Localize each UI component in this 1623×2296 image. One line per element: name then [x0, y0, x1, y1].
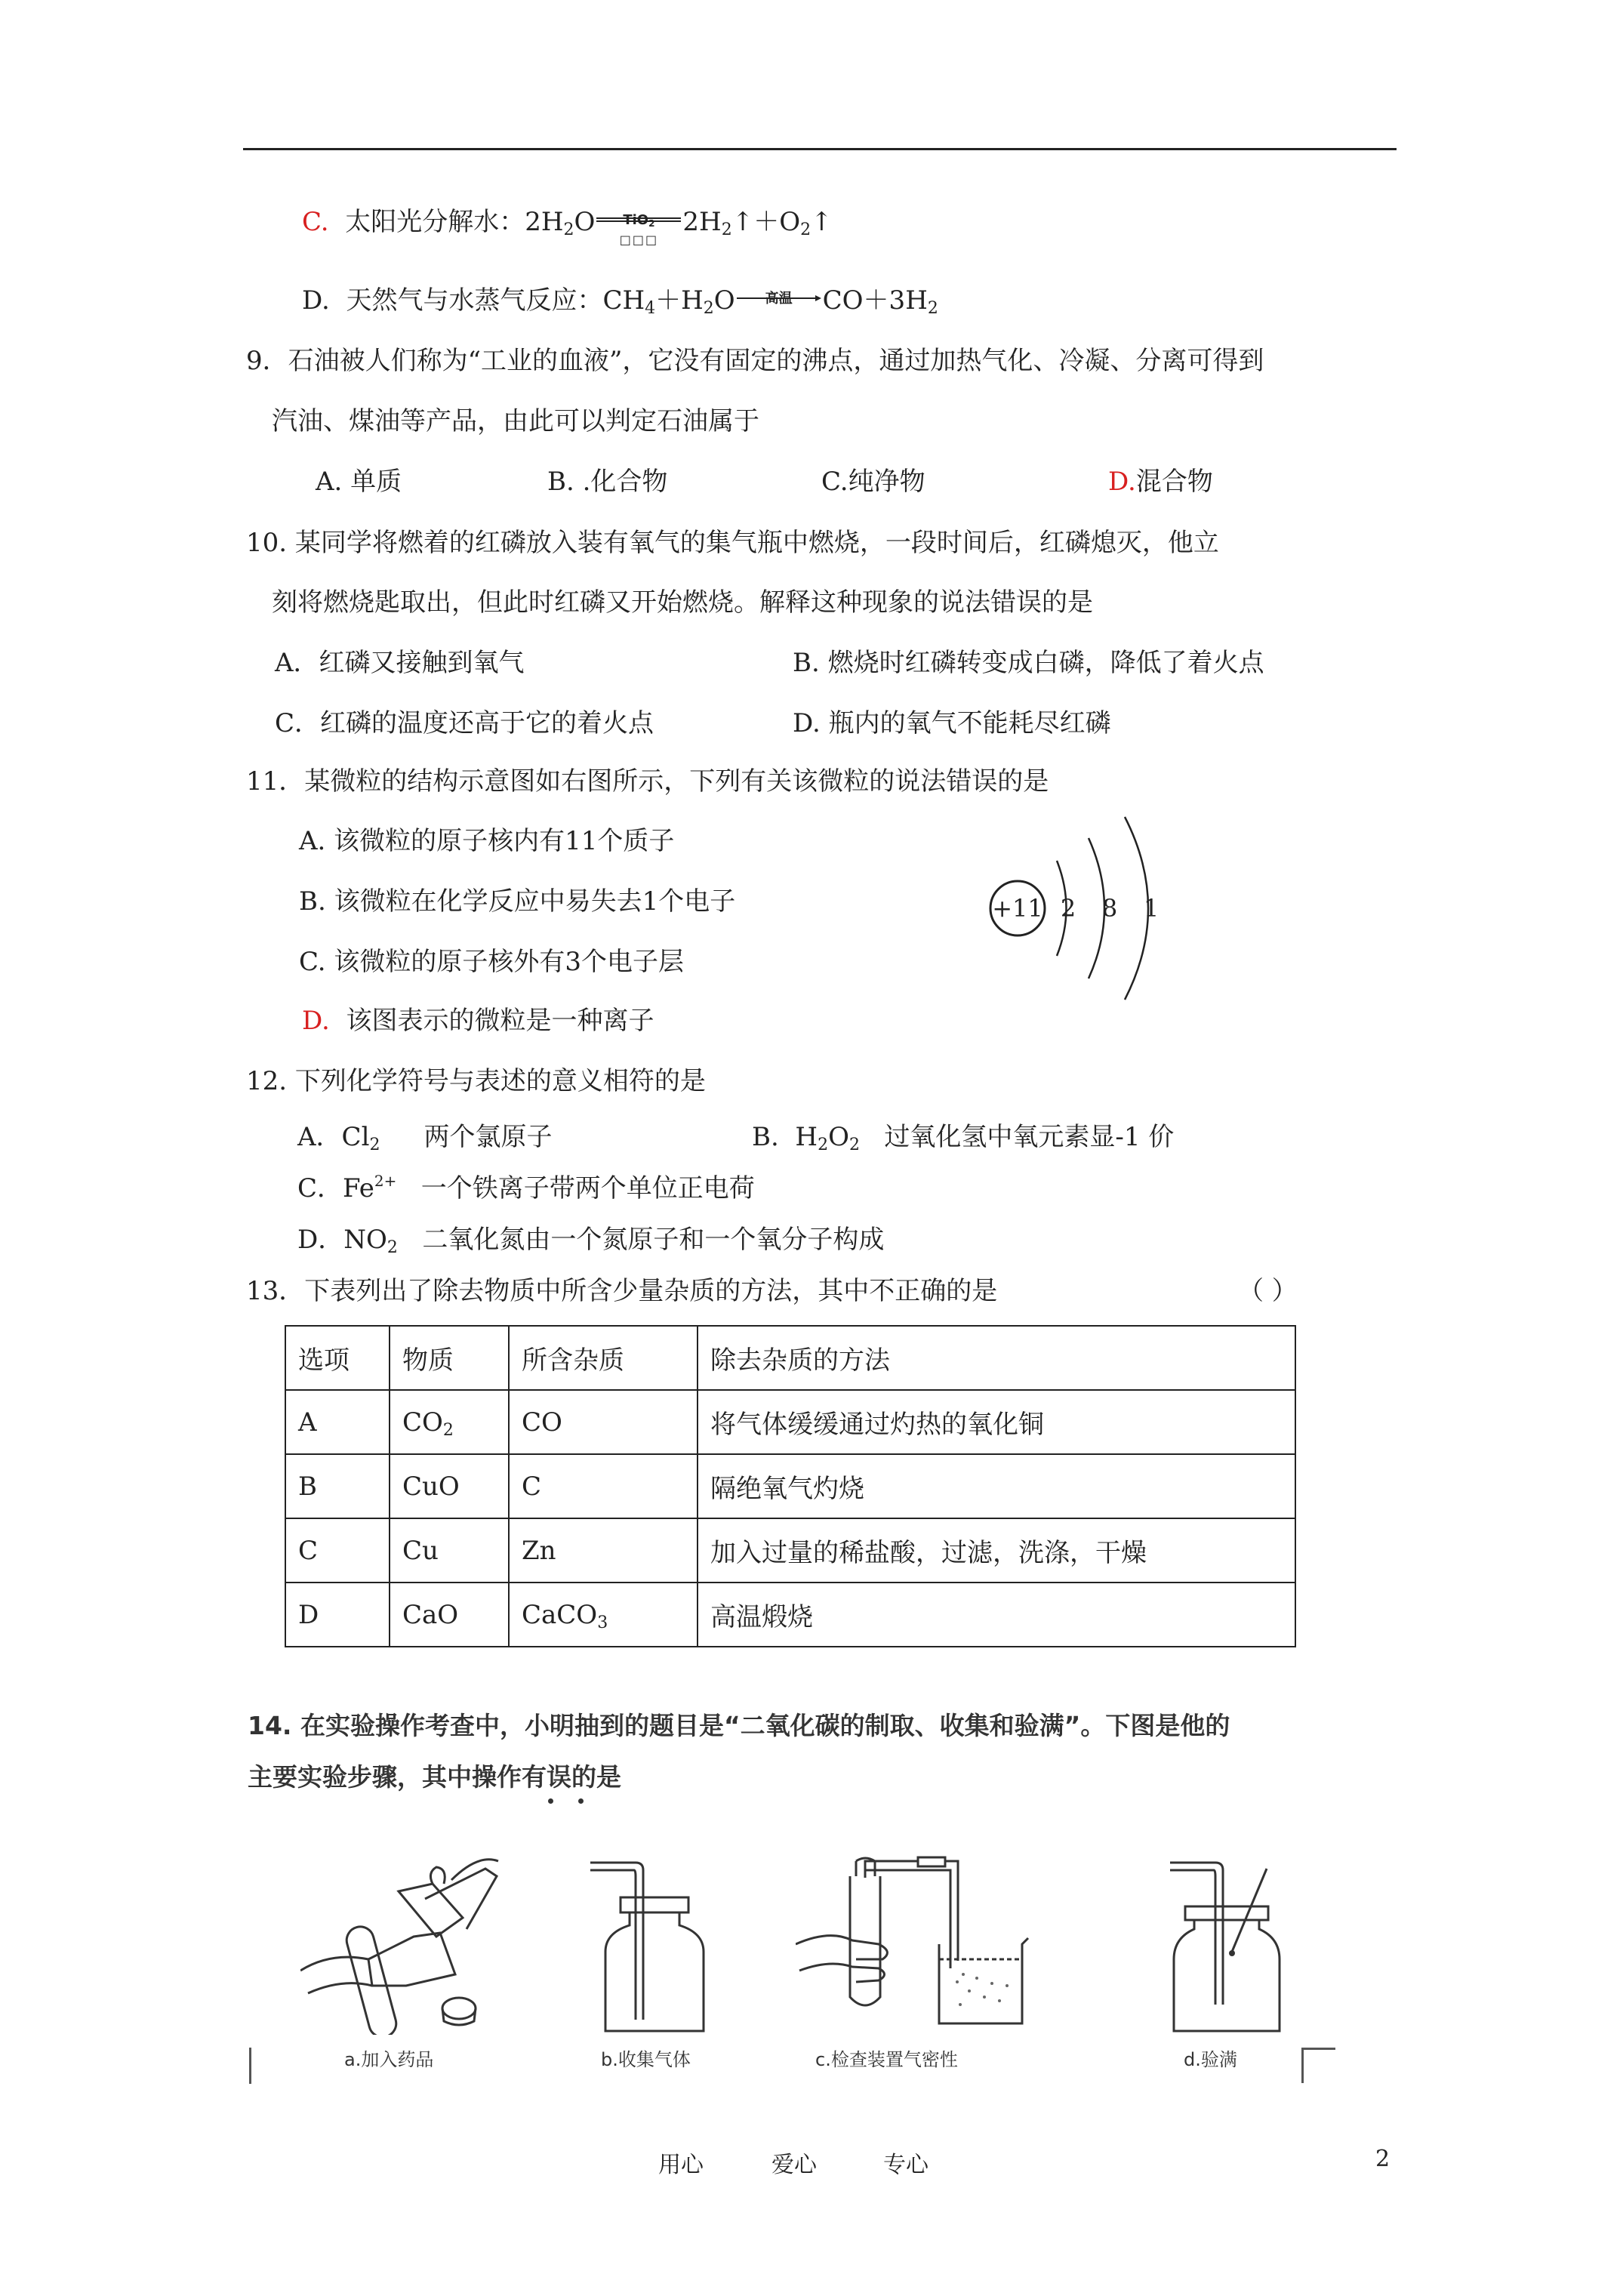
cell-impurity: Zn — [509, 1518, 698, 1583]
footer-motto-2: 爱心 — [771, 2152, 817, 2178]
answer-bracket: （ ） — [1238, 1276, 1298, 1306]
cell-impurity: CO — [509, 1390, 698, 1454]
q13-stem: 13．下表列出了除去物质中所含少量杂质的方法，其中不正确的是 — [246, 1276, 998, 1306]
table-row — [285, 1390, 1295, 1454]
cell-method: 将气体缓缓通过灼热的氧化铜 — [698, 1390, 1295, 1454]
q11-option-b: B. 该微粒在化学反应中易失去1个电子 — [299, 886, 736, 917]
reaction-arrow-high-temp: 高温 — [737, 284, 821, 317]
shell-1-electrons: 2 — [1060, 894, 1076, 923]
figure-check-full — [1163, 1854, 1291, 2035]
table-header-row — [285, 1326, 1295, 1390]
cell-substance: $CO_2$ — [390, 1390, 509, 1454]
emphasis-dot — [548, 1798, 553, 1804]
q11-option-a: A. 该微粒的原子核内有11个质子 — [299, 826, 675, 856]
cell-impurity: C — [509, 1454, 698, 1518]
header-substance: 物质 — [390, 1326, 509, 1390]
cell-substance: CaO — [390, 1583, 509, 1647]
page-number: 2 — [1375, 2146, 1390, 2172]
q12-option-d: D．$NO_2$ 二氧化氮由一个氮原子和一个氧分子构成 — [297, 1225, 885, 1257]
scan-corner-mark — [249, 2048, 251, 2084]
header-impurity: 所含杂质 — [509, 1326, 698, 1390]
header-rule — [243, 148, 1397, 150]
q12-option-b: B. $H_2O_2$ 过氧化氢中氧元素显-1 价 — [752, 1122, 1175, 1154]
q10-stem-line1: 10. 某同学将燃着的红磷放入装有氧气的集气瓶中燃烧，一段时间后，红磷熄灭，他立 — [246, 528, 1219, 558]
q10-option-c: C．红磷的温度还高于它的着火点 — [275, 708, 654, 738]
cell-method: 加入过量的稀盐酸，过滤，洗涤，干燥 — [698, 1518, 1295, 1583]
shell-2-electrons: 8 — [1101, 894, 1118, 923]
scan-corner-mark — [1301, 2048, 1335, 2083]
figure-check-airtightness — [796, 1854, 1052, 2035]
reaction-arrow-tio2: TiO$_2$ □□□ — [619, 212, 659, 247]
cell-method: 高温煅烧 — [698, 1583, 1295, 1647]
cell-method: 隔绝氧气灼烧 — [698, 1454, 1295, 1518]
impurity-removal-table — [285, 1325, 1296, 1647]
q10-stem-line2: 刻将燃烧匙取出，但此时红磷又开始燃烧。解释这种现象的说法错误的是 — [272, 587, 1093, 618]
q9-stem-line1: 9．石油被人们称为“工业的血液”，它没有固定的沸点，通过加热气化、冷凝、分离可得到 — [246, 346, 1264, 376]
q12-stem: 12. 下列化学符号与表述的意义相符的是 — [246, 1066, 706, 1096]
header-method: 除去杂质的方法 — [698, 1326, 1295, 1390]
figure-add-reagent — [300, 1854, 504, 2035]
footer-motto-1: 用心 — [658, 2152, 704, 2178]
q10-option-a: A．红磷又接触到氧气 — [275, 648, 525, 678]
q12-option-c: C．$Fe^{2+}$ 一个铁离子带两个单位正电荷 — [297, 1172, 755, 1203]
q14-stem-line1: 14. 在实验操作考查中，小明抽到的题目是“二氧化碳的制取、收集和验满”。下图是他的 — [248, 1711, 1230, 1740]
atomic-structure-diagram — [981, 815, 1170, 1004]
table-row — [285, 1518, 1295, 1583]
q11-stem: 11．某微粒的结构示意图如右图所示，下列有关该微粒的说法错误的是 — [246, 766, 1049, 797]
emphasis-dot — [578, 1798, 584, 1804]
q10-option-d: D. 瓶内的氧气不能耗尽红磷 — [793, 708, 1111, 738]
nucleus-charge: +11 — [992, 894, 1043, 923]
caption-d: d.验满 — [1184, 2049, 1237, 2070]
q11-option-d: D. 该图表示的微粒是一种离子 — [302, 1006, 654, 1036]
cell-impurity: CaCO$_3$ — [509, 1583, 698, 1647]
footer-motto-3: 专心 — [883, 2152, 929, 2178]
cell-option: B — [285, 1454, 390, 1518]
q9-option-a: A. 单质 — [316, 467, 402, 497]
q12-option-a: A．$Cl_2$ 两个氯原子 — [297, 1122, 553, 1154]
q14-stem-line2: 主要实验步骤，其中操作有误的是 — [248, 1762, 621, 1792]
q11-option-c: C. 该微粒的原子核外有3个电子层 — [299, 947, 685, 977]
caption-c: c.检查装置气密性 — [815, 2049, 958, 2070]
table-row — [285, 1454, 1295, 1518]
caption-b: b.收集气体 — [601, 2049, 691, 2070]
cell-option: C — [285, 1518, 390, 1583]
q8-option-c: C. 太阳光分解水：$2H_2O$ TiO$_2$ □□□ $2H_2↑+O_2↑$ — [302, 207, 833, 247]
q9-option-b: B. .化合物 — [547, 467, 668, 497]
q9-option-c: C.纯净物 — [821, 467, 925, 497]
q10-option-b: B. 燃烧时红磷转变成白磷，降低了着火点 — [793, 648, 1264, 678]
q8-option-d: D. 天然气与水蒸气反应：$CH_4+H_2O$ 高温 $CO+3H_2$ — [302, 285, 938, 318]
caption-a: a.加入药品 — [344, 2049, 434, 2070]
cell-substance: Cu — [390, 1518, 509, 1583]
q9-stem-line2: 汽油、煤油等产品，由此可以判定石油属于 — [272, 406, 759, 436]
cell-option: A — [285, 1390, 390, 1454]
shell-3-electrons: 1 — [1143, 894, 1160, 923]
q9-option-d: D.混合物 — [1108, 467, 1213, 497]
table-row — [285, 1583, 1295, 1647]
header-option: 选项 — [285, 1326, 390, 1390]
cell-option: D — [285, 1583, 390, 1647]
cell-substance: CuO — [390, 1454, 509, 1518]
figure-collect-gas — [583, 1854, 711, 2035]
